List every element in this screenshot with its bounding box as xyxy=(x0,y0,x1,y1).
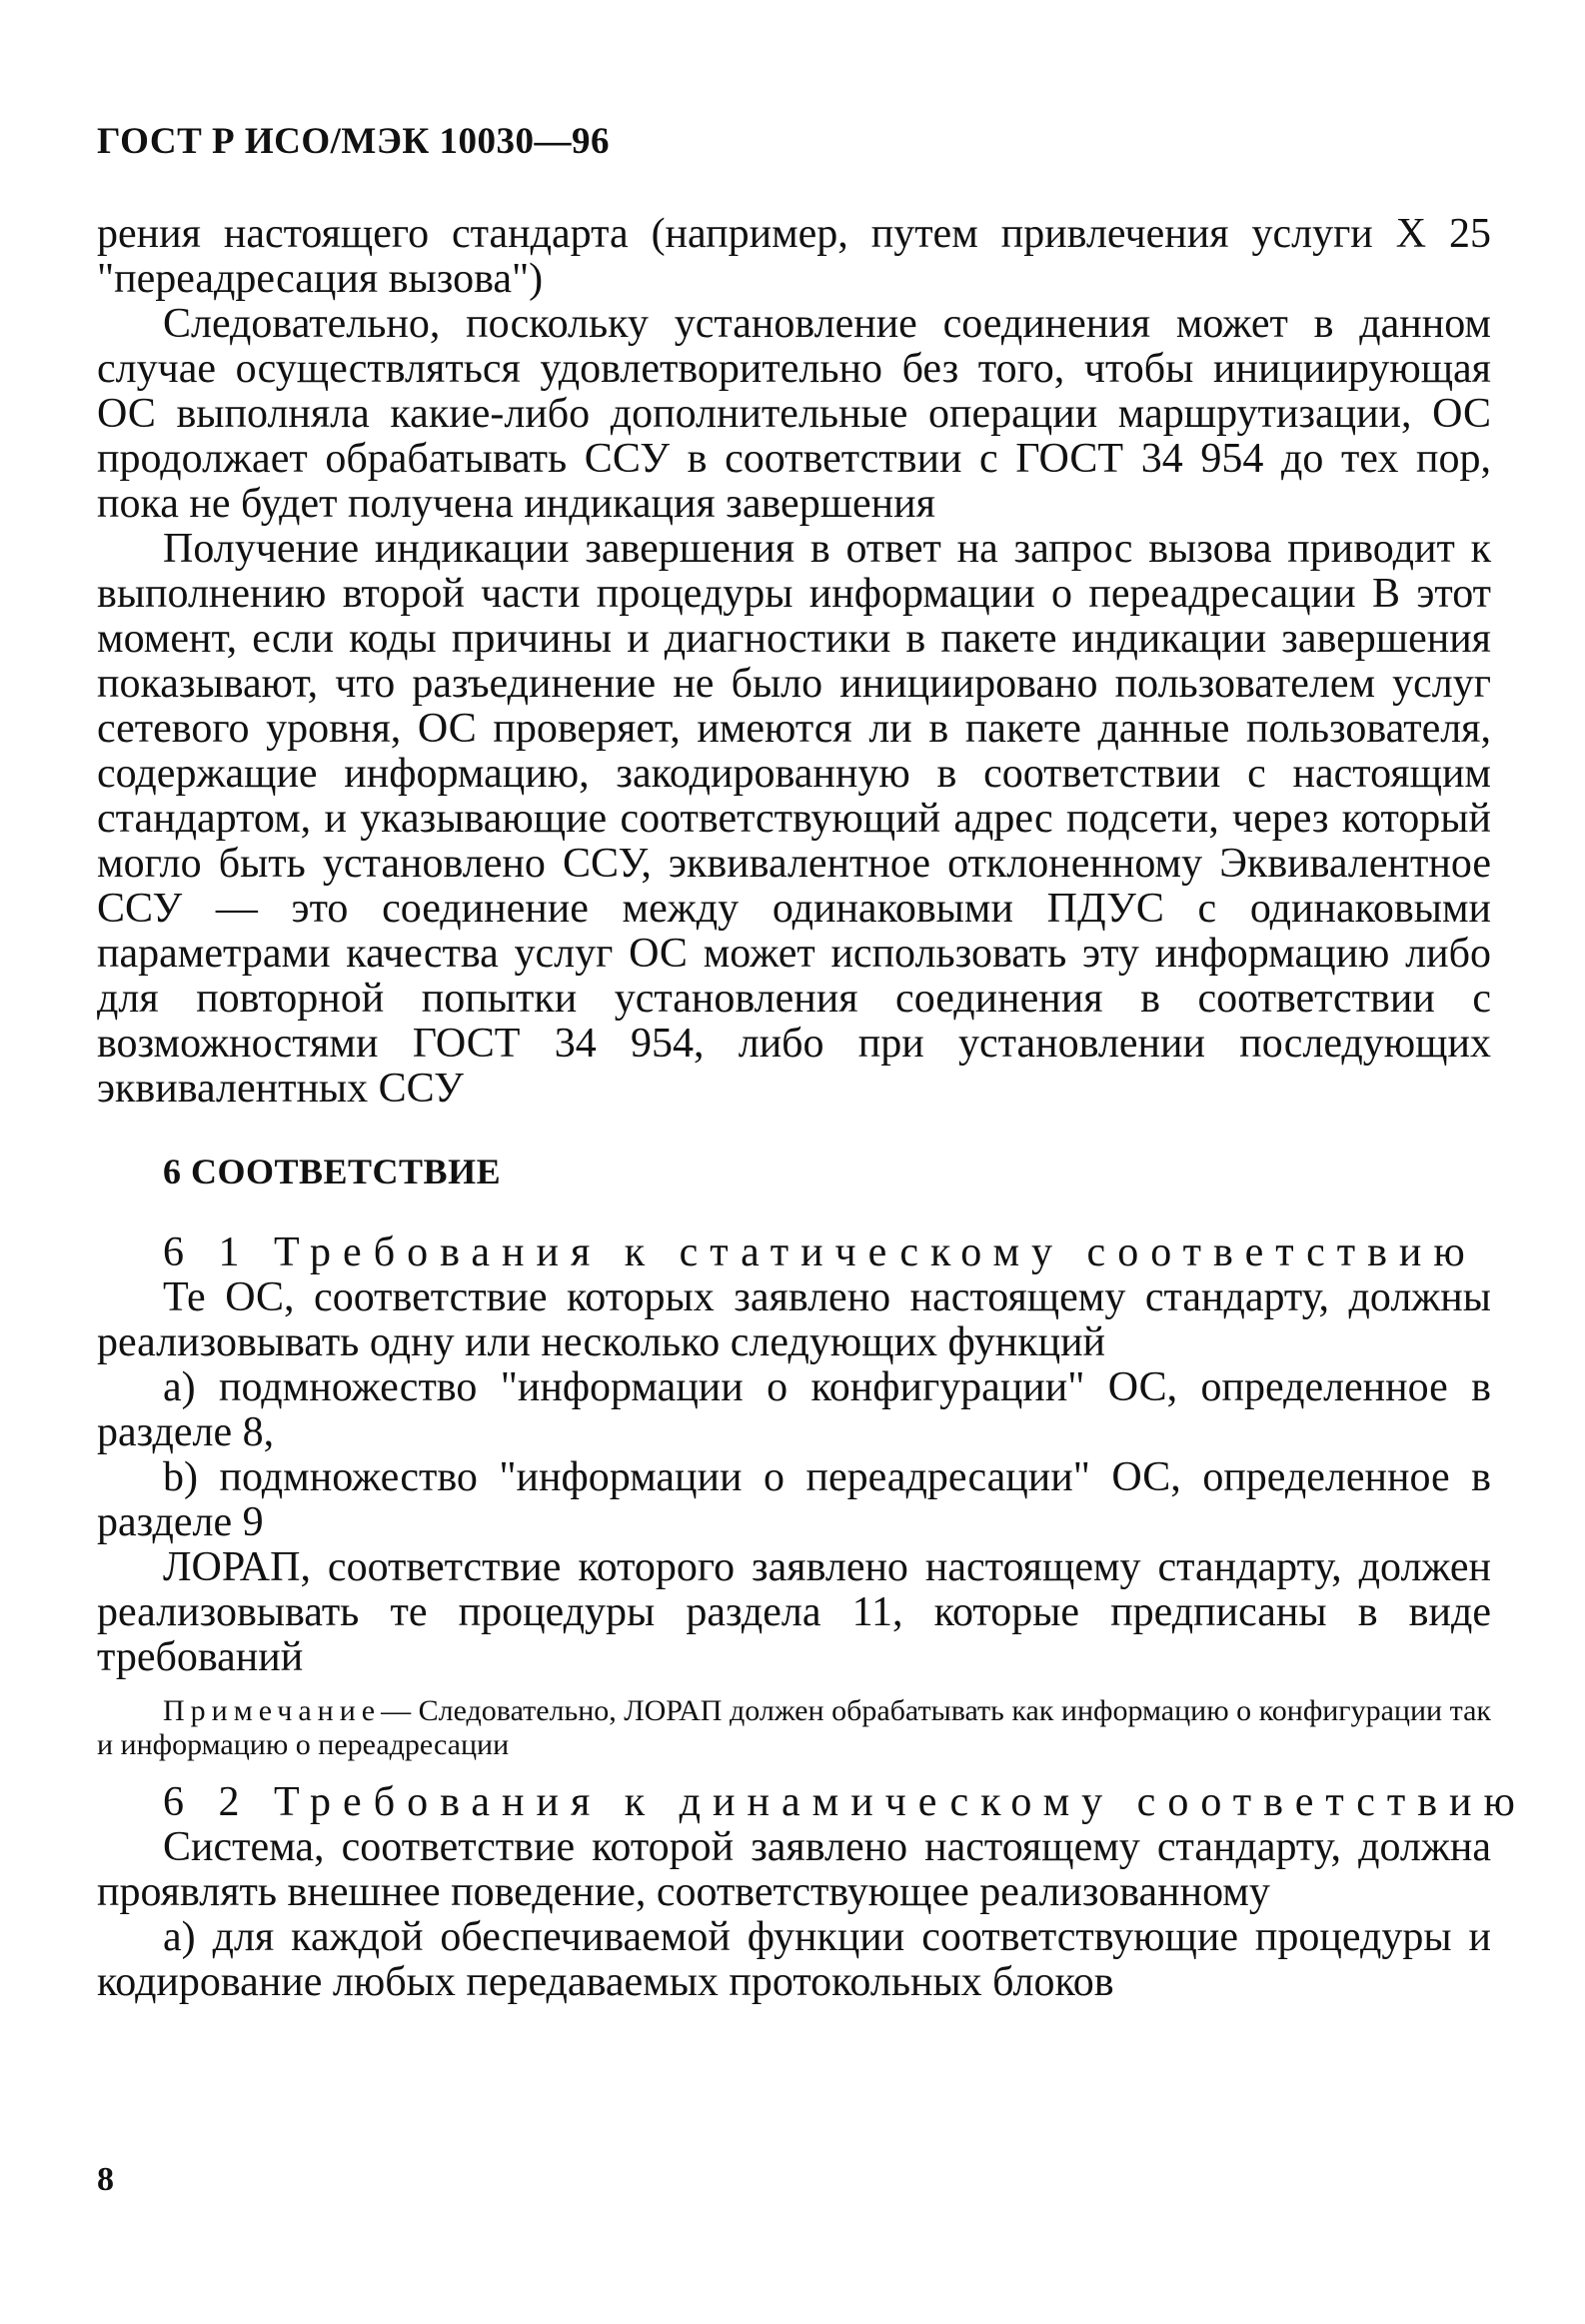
note-text: — Следовательно, ЛОРАП должен обрабатывать как информацию о конфигурации так и информацию о переадресации xyxy=(97,1694,1491,1761)
page-number: 8 xyxy=(97,2161,114,2198)
document-header: ГОСТ Р ИСО/МЭК 10030—96 xyxy=(97,121,611,162)
document-body xyxy=(97,211,1527,2005)
subsection-6-2-heading: 6 2 Требования к динамическому соответствию xyxy=(163,1779,1527,1825)
paragraph-continuation: рения настоящего стандарта (например, путем привлечения услуги X 25 "переадресация вызова") xyxy=(97,211,1491,302)
note-label: Примечание xyxy=(163,1694,382,1727)
subsection-6-2-intro: Система, соответствие которой заявлено настоящему стандарту, должна проявлять внешнее поведение, соответствующее реализованному xyxy=(97,1824,1491,1915)
list-item-a-dynamic: а) для каждой обеспечиваемой функции соответствующие процедуры и кодирование любых передаваемых протокольных блоков xyxy=(97,1914,1491,2005)
subsection-6-1-heading: 6 1 Требования к статическому соответствию xyxy=(163,1229,1477,1275)
paragraph-lorap: ЛОРАП, соответствие которого заявлено настоящему стандарту, должен реализовывать те процедуры раздела 11, которые предписаны в виде требований xyxy=(97,1544,1491,1680)
list-item-a: а) подмножество "информации о конфигурации" ОС, определенное в разделе 8, xyxy=(97,1364,1491,1455)
paragraph-completion-indication: Получение индикации завершения в ответ на запрос вызова приводит к выполнению второй части процедуры информации о переадресации В этот момент, если коды причины и диагностики в пакете индикации завершения показывают, что разъединение не было инициировано пользователем услуг сетевого уровня, ОС проверяет, имеются ли в пакете данные пользователя, содержащие информацию, закодированную в соответствии с настоящим стандартом, и указывающие соответствующий адрес подсети, через который могло быть установлено ССУ, эквивалентное отклоненному Эквивалентное ССУ — это соединение между одинаковыми ПДУС с одинаковыми параметрами качества услуг ОС может использовать эту информацию либо для повторной попытки установления соединения в соответствии с возможностями ГОСТ 34 954, либо при установлении последующих эквивалентных ССУ xyxy=(97,526,1491,1112)
note xyxy=(97,1694,1491,1762)
paragraph-consequently: Следовательно, поскольку установление соединения может в данном случае осуществляться удовлетворительно без того, чтобы инициирующая ОС выполняла какие-либо дополнительные операции маршрутизации, ОС продолжает обрабатывать ССУ в соответствии с ГОСТ 34 954 до тех пор, пока не будет получена индикация завершения xyxy=(97,301,1491,527)
section-6-heading: 6 СООТВЕТСТВИЕ xyxy=(163,1152,502,1191)
subsection-6-1-intro: Те ОС, соответствие которых заявлено настоящему стандарту, должны реализовывать одну или несколько следующих функций xyxy=(97,1274,1491,1365)
list-item-b: b) подмножество "информации о переадресации" ОС, определенное в разделе 9 xyxy=(97,1454,1491,1545)
